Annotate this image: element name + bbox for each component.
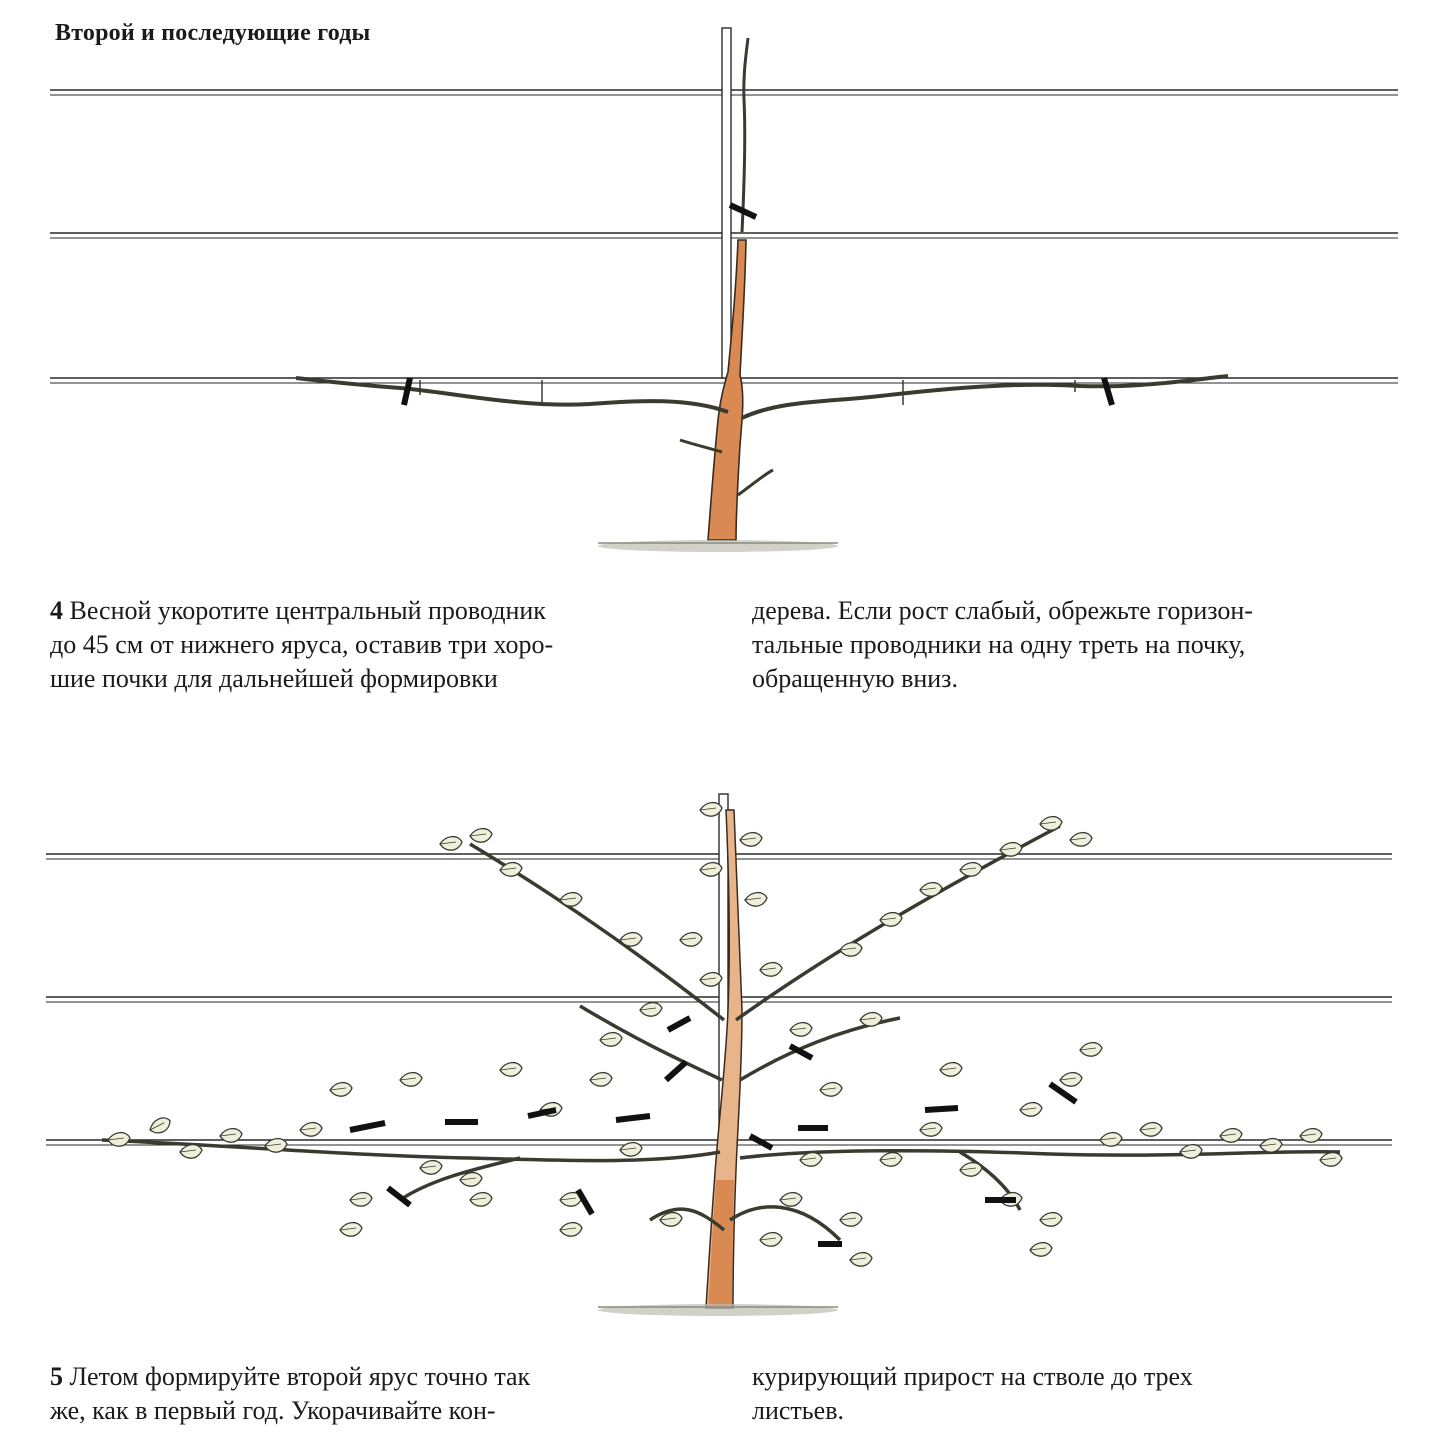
- step5-caption-left: [50, 1360, 690, 1428]
- cut-marks: [404, 205, 1112, 405]
- step4-text-line: до 45 см от нижнего яруса, оставив три хоро-: [50, 630, 554, 659]
- step5-text-line: же, как в первый год. Укорачивайте кон-: [50, 1396, 496, 1425]
- step4-text-line: тальные проводники на одну треть на почку,: [752, 630, 1246, 659]
- side-shoot: [738, 470, 773, 495]
- cut-mark-right-arm: [1104, 378, 1112, 405]
- step4-text-line: шие почки для дальнейшей формировки: [50, 664, 498, 693]
- step4-number: 4: [50, 596, 63, 625]
- ground: [598, 1304, 838, 1316]
- support-cane: [722, 28, 731, 378]
- page-title: Второй и последующие годы: [55, 20, 371, 46]
- step5-number: 5: [50, 1362, 63, 1391]
- step4-caption-right: [752, 594, 1392, 696]
- ground: [598, 540, 838, 552]
- central-leader-shoot: [742, 38, 748, 232]
- illustration-summer-training: [0, 780, 1437, 1340]
- step4-text-line: Весной укоротите центральный проводник: [69, 596, 546, 625]
- step4-caption-left: [50, 594, 690, 696]
- step4-text-line: дерева. Если рост слабый, обрежьте горизон-: [752, 596, 1253, 625]
- step5-text-line: Летом формируйте второй ярус точно так: [69, 1362, 531, 1391]
- step4-text-line: обращенную вниз.: [752, 664, 958, 693]
- step5-text-line: листьев.: [752, 1396, 844, 1425]
- right-arm: [742, 376, 1228, 418]
- step5-caption-right: [752, 1360, 1392, 1428]
- illustration-spring-pruning: [0, 0, 1437, 580]
- step5-text-line: курирующий прирост на стволе до трех: [752, 1362, 1193, 1391]
- cut-mark-left-arm: [404, 378, 410, 405]
